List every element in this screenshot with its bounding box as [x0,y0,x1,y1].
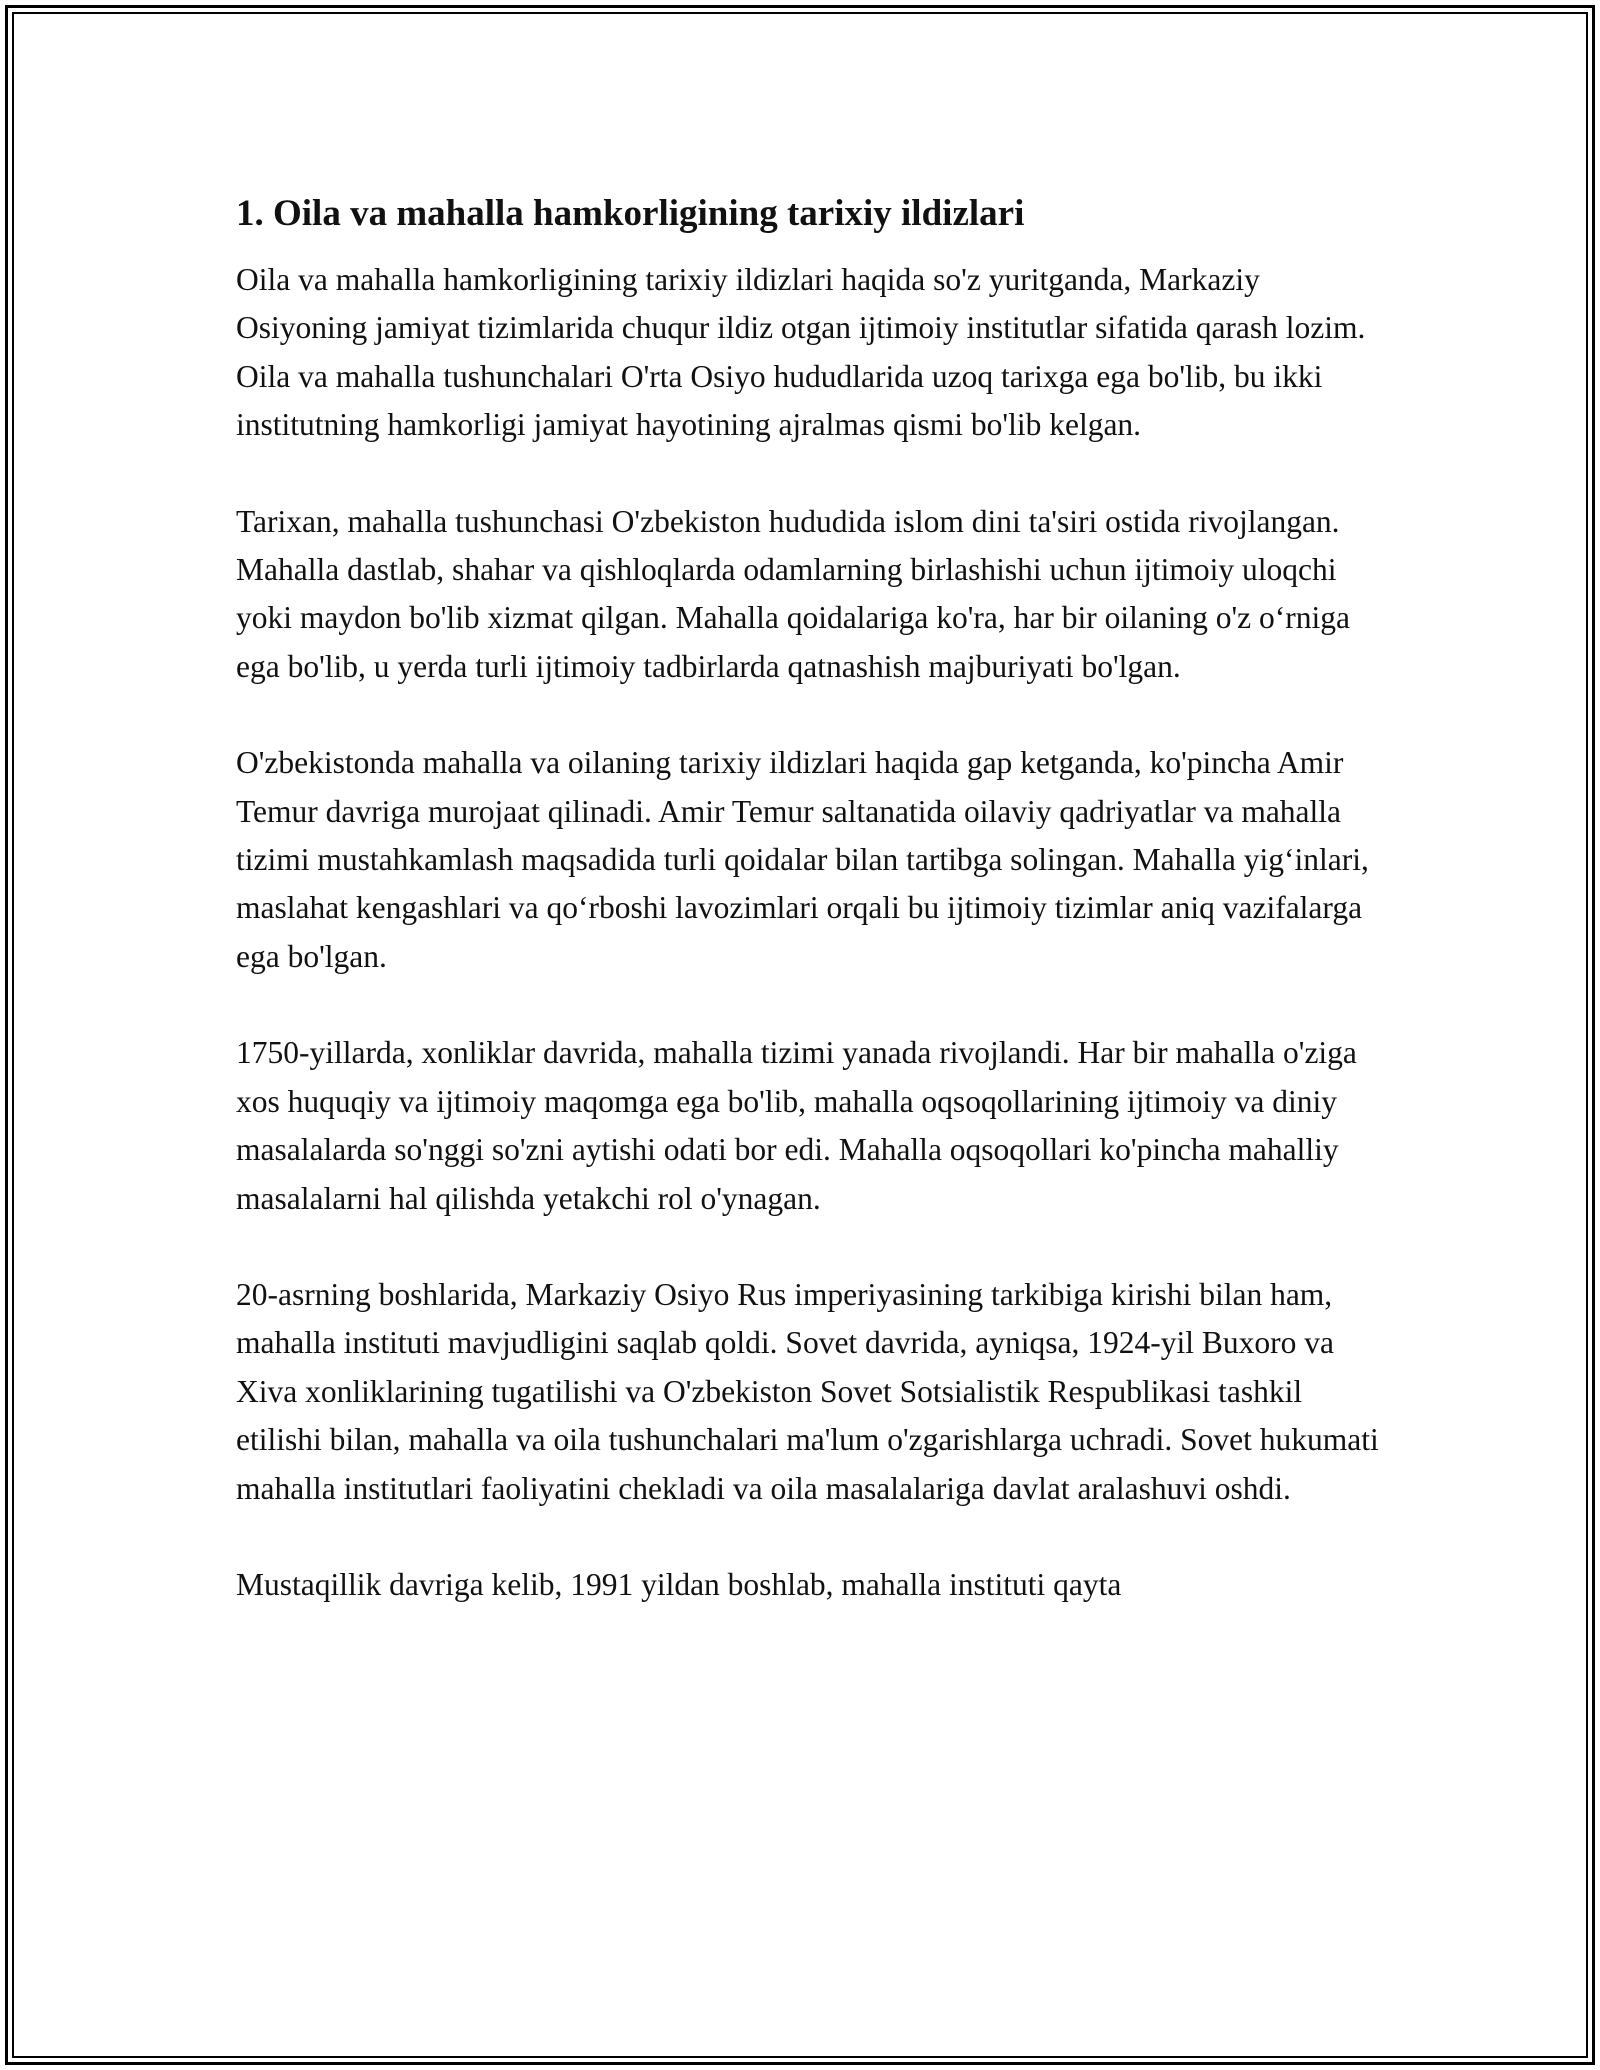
paragraph-5: 20-asrning boshlarida, Markaziy Osiyo Rus imperiyasining tarkibiga kirishi bilan ham, mahalla instituti mavjudligini saqlab qoldi. Sovet davrida, ayniqsa, 1924-yil Buxoro va Xiva xonliklarining tugatilishi va O'zbekiston Sovet Sotsialistik Respublikasi tashkil etilishi bilan, mahalla va oila tushunchalari ma'lum o'zgarishlarga uchradi. Sovet hukumati mahalla institutlari faoliyatini chekladi va oila masalalariga davlat aralashuvi oshdi. [236,1276,1379,1506]
paragraph-4: 1750-yillarda, xonliklar davrida, mahalla tizimi yanada rivojlandi. Har bir mahalla o'ziga xos huquqiy va ijtimoiy maqomga ega bo'lib, mahalla oqsoqollarining ijtimoiy va diniy masalalarda so'nggi so'zni aytishi odati bor edi. Mahalla oqsoqollari ko'pincha mahalliy masalalarni hal qilishda yetakchi rol o'ynagan. [236,1035,1357,1216]
paragraph-2: Tarixan, mahalla tushunchasi O'zbekiston hududida islom dini ta'siri ostida rivojlangan. Mahalla dastlab, shahar va qishloqlarda odamlarning birlashishi uchun ijtimoiy uloqchi yoki maydon bo'lib xizmat qilgan. Mahalla qoidalariga ko'ra, har bir oilaning o'z o‘rniga ega bo'lib, u yerda turli ijtimoiy tadbirlarda qatnashish majburiyati bo'lgan. [236,503,1350,684]
paragraph-6: Mustaqillik davriga kelib, 1991 yildan boshlab, mahalla instituti qayta [236,1566,1122,1602]
document-page [236,190,1386,1657]
section-heading: 1. Oila va mahalla hamkorligining tarixiy ildizlari [236,193,1025,234]
paragraph-1: Oila va mahalla hamkorligining tarixiy ildizlari haqida so'z yuritganda, Markaziy Osiyoning jamiyat tizimlarida chuqur ildiz otgan ijtimoiy institutlar sifatida qarash lozim. Oila va mahalla tushunchalari O'rta Osiyo hududlarida uzoq tarixga ega bo'lib, bu ikki institutning hamkorligi jamiyat hayotining ajralmas qismi bo'lib kelgan. [236,262,1366,443]
paragraph-3: O'zbekistonda mahalla va oilaning tarixiy ildizlari haqida gap ketganda, ko'pincha Amir Temur davriga murojaat qilinadi. Amir Temur saltanatida oilaviy qadriyatlar va mahalla tizimi mustahkamlash maqsadida turli qoidalar bilan tartibga solingan. Mahalla yig‘inlari, maslahat kengashlari va qo‘rboshi lavozimlari orqali bu ijtimoiy tizimlar aniq vazifalarga ega bo'lgan. [236,745,1369,974]
